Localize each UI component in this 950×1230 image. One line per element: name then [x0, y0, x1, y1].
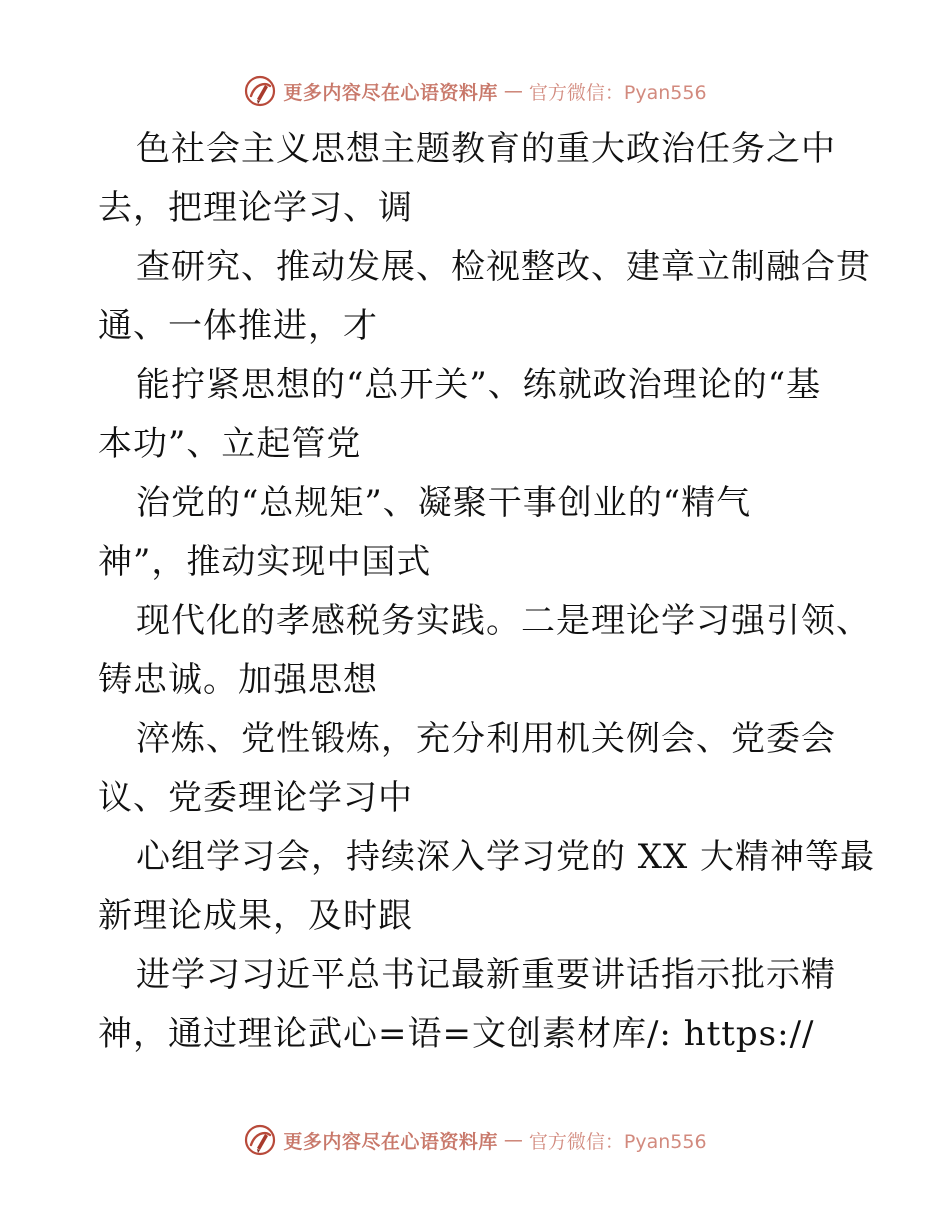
header-banner-title: 更多内容尽在心语资料库 — [283, 81, 498, 104]
footer-banner-wechat: 官方微信：Pyan556 — [528, 1130, 707, 1153]
pen-swirl-logo-icon — [243, 74, 277, 108]
text-line: 色社会主义思想主题教育的重大政治任务之中 — [136, 129, 836, 169]
text-line: 通、一体推进，才 — [98, 306, 378, 346]
text-line: 淬炼、党性锻炼，充分利用机关例会、党委会 — [136, 719, 836, 759]
footer-banner-title: 更多内容尽在心语资料库 — [283, 1130, 498, 1153]
text-line: 铸忠诚。加强思想 — [98, 660, 378, 700]
text-line: 本功”、立起管党 — [98, 424, 362, 464]
text-line: 治党的“总规矩”、凝聚干事创业的“精气 — [136, 483, 752, 523]
header-banner-separator: — — [503, 80, 523, 102]
header-banner-wechat: 官方微信：Pyan556 — [528, 81, 707, 104]
text-line: 神”，推动实现中国式 — [98, 542, 432, 582]
header-banner-content — [243, 74, 706, 108]
text-line: 新理论成果，及时跟 — [98, 896, 413, 936]
footer-banner-content — [243, 1123, 706, 1157]
footer-banner — [0, 1120, 950, 1160]
header-banner — [0, 71, 950, 111]
pen-swirl-logo-icon — [243, 1123, 277, 1157]
text-line: 议、党委理论学习中 — [98, 778, 413, 818]
text-line: 神，通过理论武心=语=文创素材库/: https:// — [98, 1014, 815, 1054]
footer-banner-separator: — — [503, 1129, 523, 1151]
text-line: 现代化的孝感税务实践。二是理论学习强引领、 — [136, 601, 871, 641]
document-body — [98, 120, 878, 1064]
text-line: 查研究、推动发展、检视整改、建章立制融合贯 — [136, 247, 871, 287]
text-line: 去，把理论学习、调 — [98, 188, 413, 228]
text-line: 心组学习会，持续深入学习党的 XX 大精神等最 — [136, 837, 876, 877]
text-line: 进学习习近平总书记最新重要讲话指示批示精 — [136, 955, 836, 995]
text-line: 能拧紧思想的“总开关”、练就政治理论的“基 — [136, 365, 822, 405]
